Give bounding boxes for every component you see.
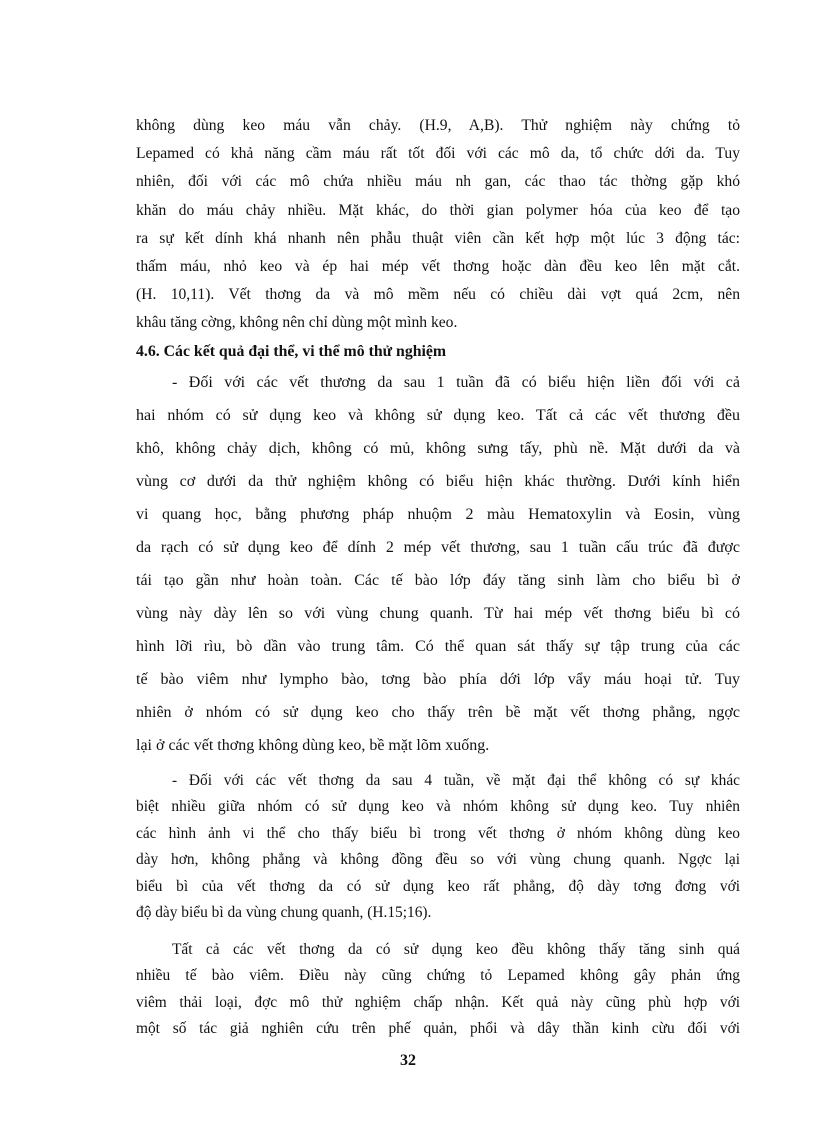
text-line: viêm thải loại, đợc mô thử nghiệm chấp nhận. Kết quả này cũng phù hợp với bbox=[136, 993, 740, 1011]
text-line: khăn do máu chảy nhiều. Mặt khác, do thời gian polymer hóa của keo để tạo bbox=[136, 201, 740, 219]
text-line: vi quang học, bằng phương pháp nhuộm 2 màu Hematoxylin và Eosin, vùng bbox=[136, 505, 740, 523]
text-line: nhiều tế bào viêm. Điều này cũng chứng tỏ Lepamed không gây phản ứng bbox=[136, 967, 740, 984]
paragraph-four-week-results bbox=[136, 768, 740, 927]
text-line: dày hơn, không phẳng và không đồng đều so với vùng chung quanh. Ngợc lại bbox=[136, 851, 740, 868]
text-line: tế bào viêm như lympho bào, tơng bào phía dới lớp vẩy máu hoại tử. Tuy bbox=[136, 670, 740, 688]
paragraph-inflammation bbox=[136, 937, 740, 1043]
text-line: ra sự kết dính khá nhanh nên phẫu thuật viên cần kết hợp một lúc 3 động tác: bbox=[136, 229, 740, 247]
text-line: một số tác giả nghiên cứu trên phế quản, phổi và dây thần kinh cừu đối với bbox=[136, 1020, 740, 1037]
text-line: biệt nhiều giữa nhóm có sử dụng keo và nhóm không sử dụng keo. Tuy nhiên bbox=[136, 798, 740, 815]
text-line: nhiên, đối với các mô chứa nhiều máu nh gan, các thao tác thờng gặp khó bbox=[136, 173, 740, 191]
text-line: vùng cơ dưới da thử nghiệm không có biểu hiện khác thường. Dưới kính hiển bbox=[136, 472, 740, 490]
text-line: độ dày biểu bì da vùng chung quanh, (H.15;16). bbox=[136, 904, 432, 921]
text-line: Tất cả các vết thơng da có sử dụng keo đều không thấy tăng sinh quá bbox=[172, 940, 740, 958]
text-line: các hình ảnh vi thể cho thấy biểu bì trong vết thơng ở nhóm không dùng keo bbox=[136, 824, 740, 842]
section-heading: 4.6. Các kết quả đại thể, vi thể mô thử nghiệm bbox=[136, 342, 447, 360]
text-line: - Đối với các vết thơng da sau 4 tuần, về mặt đại thể không có sự khác bbox=[172, 771, 740, 789]
paragraph-hemostasis bbox=[136, 112, 740, 338]
text-line: khâu tăng cờng, không nên chỉ dùng một mình keo. bbox=[136, 314, 458, 332]
text-line: khô, không chảy dịch, không có mủ, không sưng tấy, phù nề. Mặt dưới da và bbox=[136, 439, 740, 457]
text-line: thấm máu, nhỏ keo và ép hai mép vết thơng hoặc dàn đều keo lên mặt cắt. bbox=[136, 257, 740, 275]
paragraph-one-week-results bbox=[136, 366, 740, 762]
text-line: da rạch có sử dụng keo để dính 2 mép vết thương, sau 1 tuần cấu trúc đã được bbox=[136, 538, 740, 556]
text-line: nhiên ở nhóm có sử dụng keo cho thấy trên bề mặt vết thơng phẳng, ngợc bbox=[136, 703, 740, 721]
text-line: vùng này dày lên so với vùng chung quanh. Từ hai mép vết thơng biểu bì có bbox=[136, 604, 740, 622]
text-line: biểu bì của vết thơng da có sử dụng keo rất phẳng, độ dày tơng đơng với bbox=[136, 877, 740, 895]
text-line: không dùng keo máu vẫn chảy. (H.9, A,B). Thử nghiệm này chứng tỏ bbox=[136, 117, 740, 134]
text-line: (H. 10,11). Vết thơng da và mô mềm nếu có chiều dài vợt quá 2cm, nên bbox=[136, 286, 740, 304]
text-line: hai nhóm có sử dụng keo và không sử dụng keo. Tất cả các vết thương đều bbox=[136, 406, 740, 424]
text-line: hình lỡi rìu, bò dần vào trung tâm. Có thể quan sát thấy sự tập trung của các bbox=[136, 637, 740, 655]
text-line: lại ở các vết thơng không dùng keo, bề mặt lõm xuống. bbox=[136, 736, 490, 754]
body-text bbox=[136, 112, 740, 1043]
page-number: 32 bbox=[400, 1052, 416, 1069]
text-line: - Đối với các vết thương da sau 1 tuần đã có biểu hiện liền đối với cả bbox=[172, 373, 740, 391]
text-line: tái tạo gần như hoàn toàn. Các tế bào lớp đáy tăng sinh làm cho biểu bì ở bbox=[136, 571, 740, 589]
text-line: Lepamed có khả năng cầm máu rất tốt đối với các mô da, tổ chức dới da. Tuy bbox=[136, 145, 740, 163]
